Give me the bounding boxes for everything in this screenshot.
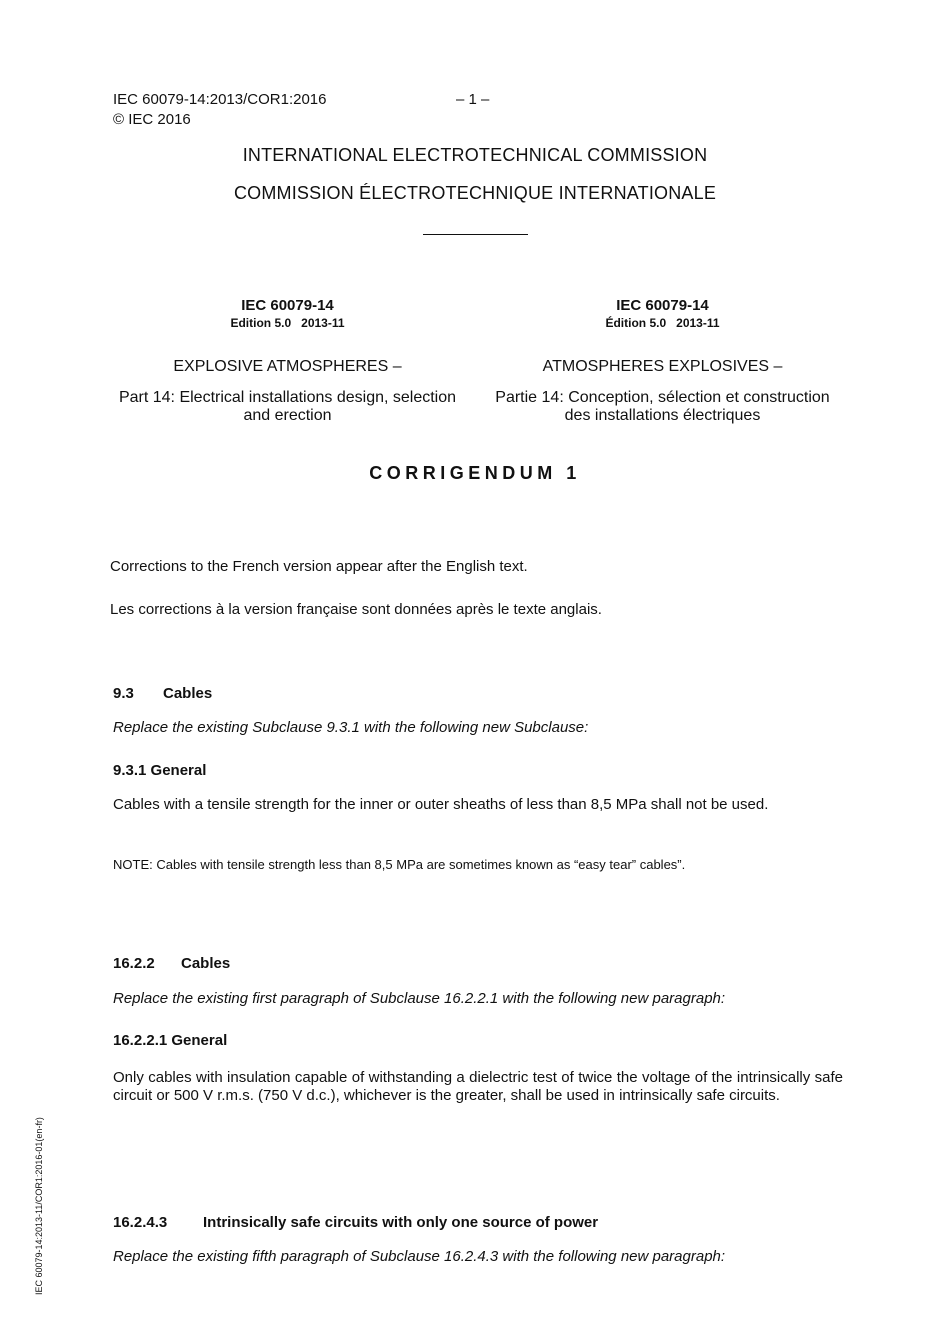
intro-french: Les corrections à la version française sont données après le texte anglais.: [110, 601, 602, 618]
note-9-3-1: NOTE: Cables with tensile strength less than 8,5 MPa are sometimes known as “easy tear” cables”.: [113, 857, 686, 872]
instruction-9-3: Replace the existing Subclause 9.3.1 with the following new Subclause:: [113, 719, 589, 736]
edition-fr: Édition 5.0 2013-11: [605, 316, 720, 330]
copyright-notice: © IEC 2016: [113, 111, 191, 128]
subheading-9-3-1: 9.3.1 General: [113, 762, 207, 779]
title-divider: [423, 234, 528, 235]
body-9-3-1: Cables with a tensile strength for the inner or outer sheaths of less than 8,5 MPa shall not be used.: [113, 796, 769, 813]
document-reference: IEC 60079-14:2013/COR1:2016: [113, 91, 327, 108]
part-title-en-line2: and erection: [243, 407, 332, 424]
section-title: Cables: [181, 955, 231, 972]
organization-name-en: INTERNATIONAL ELECTROTECHNICAL COMMISSION: [242, 145, 708, 165]
section-heading-9-3: [113, 685, 843, 703]
section-number: 9.3: [113, 685, 134, 702]
instruction-16-2-4-3: Replace the existing fifth paragraph of Subclause 16.2.4.3 with the following new paragraph:: [113, 1248, 726, 1265]
organization-name-fr: COMMISSION ÉLECTROTECHNIQUE INTERNATIONALE: [233, 183, 717, 203]
part-title-fr-line2: des installations électriques: [564, 407, 761, 424]
section-title: Cables: [163, 685, 213, 702]
part-title-fr-line1: Partie 14: Conception, sélection et construction: [495, 389, 830, 406]
document-title-fr: ATMOSPHERES EXPLOSIVES –: [542, 358, 783, 375]
instruction-16-2-2: Replace the existing first paragraph of Subclause 16.2.2.1 with the following new paragraph:: [113, 990, 726, 1007]
standard-number-fr: IEC 60079-14: [616, 297, 709, 314]
french-title-block: [490, 297, 835, 330]
section-title: Intrinsically safe circuits with only one source of power: [203, 1214, 599, 1231]
side-document-label: IEC 60079-14:2013-11/COR1:2016-01(en-fr): [34, 1117, 44, 1295]
section-heading-16-2-4-3: [113, 1214, 843, 1232]
standard-number-en: IEC 60079-14: [241, 297, 334, 314]
part-title-fr: [490, 389, 835, 425]
body-16-2-2-1: Only cables with insulation capable of withstanding a dielectric test of twice the voltage of the intrinsically safe circuit or 500 V r.m.s. (750 V d.c.), whichever is the greater, shall be used in intrinsically safe circuits.: [113, 1069, 843, 1104]
edition-en: Edition 5.0 2013-11: [230, 316, 345, 330]
part-title-en: [115, 389, 460, 425]
section-number: 16.2.2: [113, 955, 155, 972]
corrigendum-title: CORRIGENDUM 1: [369, 463, 581, 483]
part-title-en-line1: Part 14: Electrical installations design, selection: [118, 389, 457, 406]
english-title-block: [115, 297, 460, 330]
page-number: – 1 –: [456, 91, 490, 108]
document-title-en: EXPLOSIVE ATMOSPHERES –: [173, 358, 402, 375]
section-number: 16.2.4.3: [113, 1214, 168, 1231]
subheading-16-2-2-1: 16.2.2.1 General: [113, 1032, 228, 1049]
intro-english: Corrections to the French version appear after the English text.: [110, 558, 528, 575]
section-heading-16-2-2: [113, 955, 843, 973]
